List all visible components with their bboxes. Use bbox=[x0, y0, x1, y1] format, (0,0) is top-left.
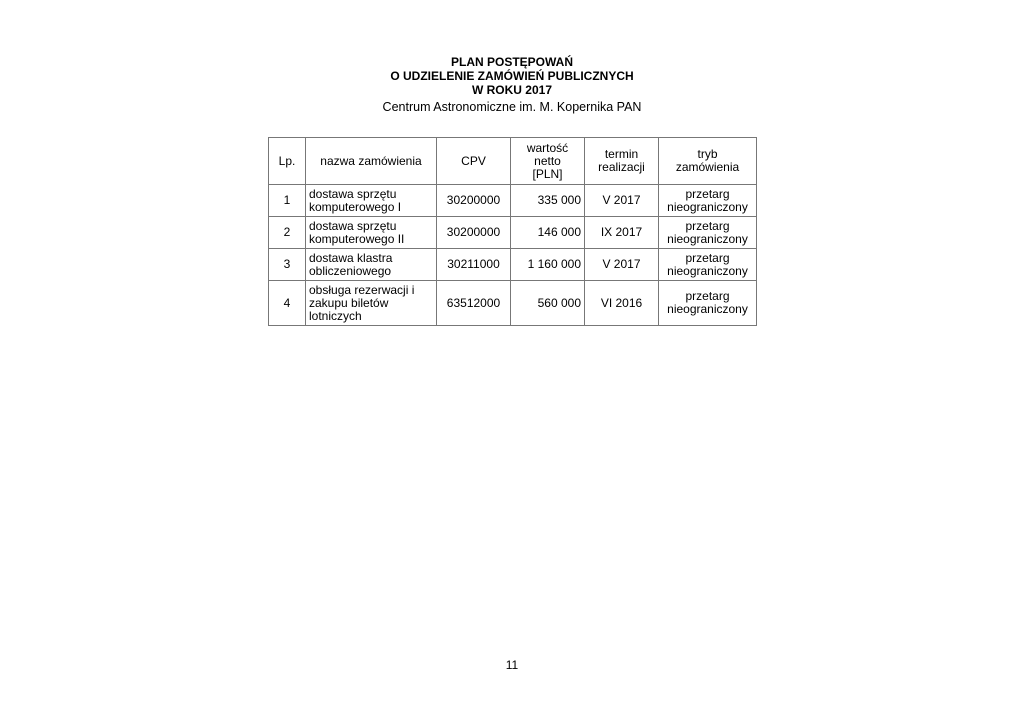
table-row bbox=[269, 217, 757, 249]
title-line: W ROKU 2017 bbox=[471, 83, 553, 97]
table-header-row bbox=[269, 138, 757, 185]
cell-name bbox=[306, 185, 437, 217]
header-mode-line: zamówienia bbox=[675, 160, 740, 174]
mode-line: przetarg bbox=[685, 289, 730, 303]
title-line: O UDZIELENIE ZAMÓWIEŃ PUBLICZNYCH bbox=[390, 69, 634, 83]
table-row bbox=[269, 249, 757, 281]
name-line: dostawa klastra bbox=[309, 250, 393, 265]
cell-mode bbox=[659, 281, 757, 326]
name-line: lotniczych bbox=[309, 308, 362, 323]
cell-mode bbox=[659, 217, 757, 249]
cell-name bbox=[306, 217, 437, 249]
cell-value: 146 000 bbox=[511, 217, 585, 249]
header-cpv: CPV bbox=[437, 138, 511, 185]
cell-name bbox=[306, 249, 437, 281]
header-value bbox=[511, 138, 585, 185]
header-term-line: realizacji bbox=[598, 160, 645, 174]
cell-lp: 4 bbox=[269, 281, 306, 326]
table-row bbox=[269, 281, 757, 326]
header-term bbox=[585, 138, 659, 185]
page-number: 11 bbox=[505, 658, 519, 672]
header-value-line: wartość bbox=[526, 140, 569, 155]
table-row bbox=[269, 185, 757, 217]
cell-value: 335 000 bbox=[511, 185, 585, 217]
name-line: komputerowego II bbox=[309, 231, 405, 246]
cell-lp: 2 bbox=[269, 217, 306, 249]
mode-line: nieograniczony bbox=[667, 263, 748, 278]
document-title bbox=[0, 55, 1024, 97]
cell-name bbox=[306, 281, 437, 326]
header-name: nazwa zamówienia bbox=[306, 138, 437, 185]
header-term-line: termin bbox=[604, 147, 639, 161]
title-line: PLAN POSTĘPOWAŃ bbox=[450, 55, 573, 69]
name-line: zakupu biletów bbox=[309, 295, 389, 310]
cell-value: 1 160 000 bbox=[511, 249, 585, 281]
cell-term: VI 2016 bbox=[585, 281, 659, 326]
cell-cpv: 30200000 bbox=[437, 185, 511, 217]
header-value-line: [PLN] bbox=[532, 166, 563, 181]
mode-line: przetarg bbox=[685, 186, 730, 201]
mode-line: nieograniczony bbox=[667, 302, 748, 316]
institution-name: Centrum Astronomiczne im. M. Kopernika PAN bbox=[382, 100, 642, 114]
cell-lp: 3 bbox=[269, 249, 306, 281]
cell-cpv: 30200000 bbox=[437, 217, 511, 249]
cell-mode bbox=[659, 185, 757, 217]
cell-value: 560 000 bbox=[511, 281, 585, 326]
name-line: obsługa rezerwacji i bbox=[309, 282, 415, 297]
cell-term: IX 2017 bbox=[585, 217, 659, 249]
name-line: dostawa sprzętu bbox=[309, 218, 397, 233]
procurement-table bbox=[268, 137, 757, 326]
mode-line: przetarg bbox=[685, 218, 730, 233]
name-line: dostawa sprzętu bbox=[309, 186, 397, 201]
header-value-line: netto bbox=[534, 153, 561, 168]
cell-mode bbox=[659, 249, 757, 281]
cell-lp: 1 bbox=[269, 185, 306, 217]
mode-line: przetarg bbox=[685, 250, 730, 265]
header-mode bbox=[659, 138, 757, 185]
mode-line: nieograniczony bbox=[667, 199, 748, 214]
cell-cpv: 30211000 bbox=[437, 249, 511, 281]
name-line: obliczeniowego bbox=[309, 263, 392, 278]
name-line: komputerowego I bbox=[309, 199, 402, 214]
header-mode-line: tryb bbox=[697, 147, 718, 161]
cell-cpv: 63512000 bbox=[437, 281, 511, 326]
cell-term: V 2017 bbox=[585, 249, 659, 281]
cell-term: V 2017 bbox=[585, 185, 659, 217]
header-lp: Lp. bbox=[269, 138, 306, 185]
mode-line: nieograniczony bbox=[667, 231, 748, 246]
